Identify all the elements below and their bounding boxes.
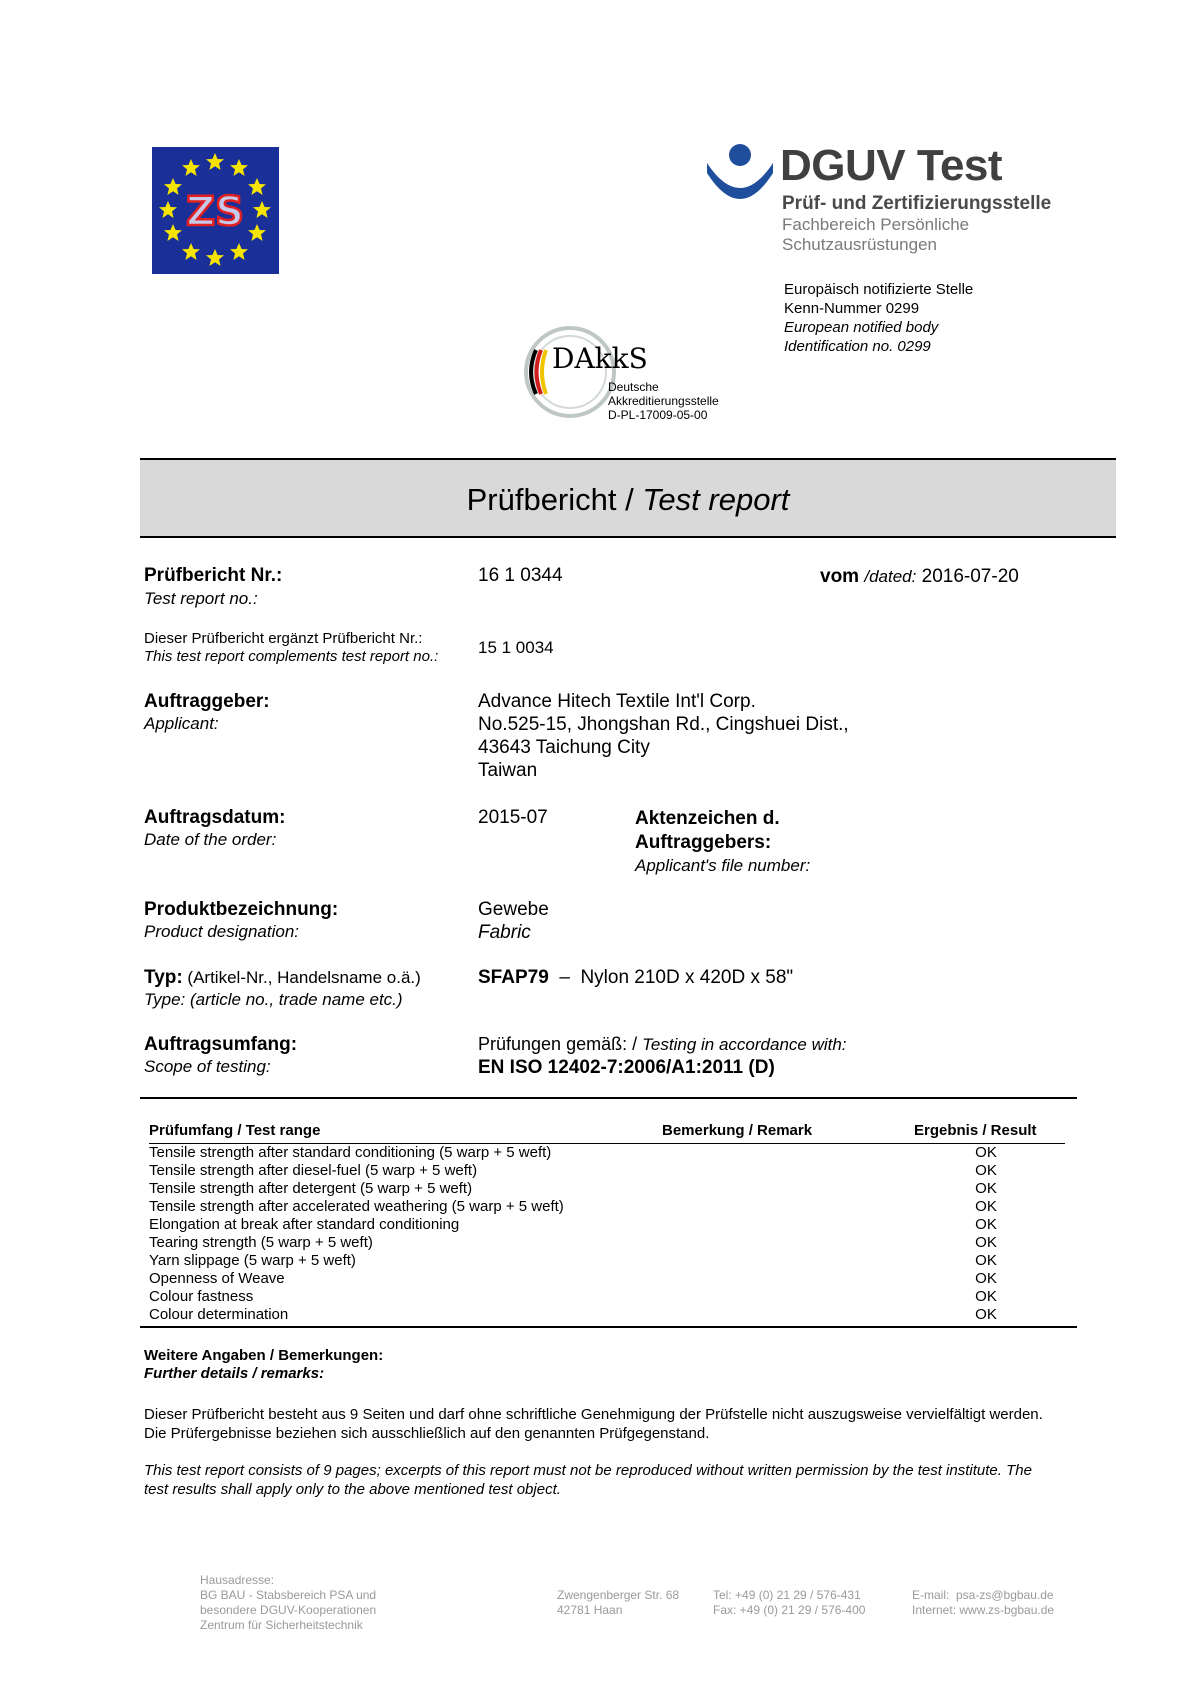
title-band [140, 458, 1116, 538]
zs-eu-stars-icon [152, 147, 279, 274]
table-row [149, 1252, 1065, 1270]
notified-body-en-2: Identification no. 0299 [784, 338, 931, 355]
test-result: OK [975, 1234, 997, 1251]
col-remark: Bemerkung / Remark [662, 1122, 813, 1139]
type-label-en: Type: (article no., trade name etc.) [144, 990, 403, 1009]
footer-city: 42781 Haan [557, 1603, 623, 1617]
test-name: Yarn slippage (5 warp + 5 weft) [149, 1252, 356, 1269]
remarks-de-2: Die Prüfergebnisse beziehen sich ausschließlich auf den genannten Prüfgegenstand. [144, 1425, 710, 1442]
order-date-label-en: Date of the order: [144, 830, 277, 849]
footer-address-1: BG BAU - Stabsbereich PSA und [200, 1588, 377, 1602]
dated-label: vom [820, 566, 860, 587]
test-result: OK [975, 1144, 997, 1161]
test-result: OK [975, 1252, 997, 1269]
complements-number: 15 1 0034 [478, 638, 554, 657]
notified-body-de-2: Kenn-Nummer 0299 [784, 300, 920, 317]
scope-label: Auftragsumfang: [144, 1034, 298, 1055]
zs-logo-text: ZS [186, 189, 244, 235]
dakks-line-2: Akkreditierungsstelle [608, 394, 719, 408]
footer-email: E-mail: psa-zs@bgbau.de [912, 1588, 1054, 1602]
test-result: OK [975, 1306, 997, 1323]
order-date-label: Auftragsdatum: [144, 807, 286, 828]
page-title [140, 482, 1116, 518]
applicant-country: Taiwan [478, 760, 538, 781]
test-name: Elongation at break after standard conditioning [149, 1216, 460, 1233]
file-number-label-en: Applicant's file number: [635, 856, 811, 875]
remarks-label: Weitere Angaben / Bemerkungen: [144, 1347, 384, 1364]
file-number-label-1: Aktenzeichen d. [635, 808, 780, 829]
test-result: OK [975, 1162, 997, 1179]
footer-fax: Fax: +49 (0) 21 29 / 576-400 [713, 1603, 866, 1617]
table-row [149, 1288, 1065, 1306]
col-test-range: Prüfumfang / Test range [149, 1122, 321, 1139]
file-number-label-2: Auftraggebers: [635, 832, 772, 853]
scope-intro-de: Prüfungen gemäß: / [478, 1034, 643, 1054]
applicant-street: No.525-15, Jhongshan Rd., Cingshuei Dist., [478, 714, 849, 735]
test-name: Openness of Weave [149, 1270, 285, 1287]
applicant-city: 43643 Taichung City [478, 737, 650, 758]
type-value [478, 967, 793, 989]
table-row [149, 1144, 1065, 1162]
applicant-label-en: Applicant: [144, 714, 219, 733]
test-result: OK [975, 1198, 997, 1215]
dakks-logo [518, 320, 738, 430]
dakks-line-3: D-PL-17009-05-00 [608, 408, 708, 422]
dakks-brand: DAkkS [552, 342, 648, 375]
test-name: Tearing strength (5 warp + 5 weft) [149, 1234, 373, 1251]
footer-address-3: Zentrum für Sicherheitstechnik [200, 1618, 363, 1632]
remarks-de-1: Dieser Prüfbericht besteht aus 9 Seiten und darf ohne schriftliche Genehmigung der Prüfstelle nicht auszugsweise vervielfältigt werden. [144, 1406, 1043, 1423]
results-table-header [149, 1120, 1065, 1144]
test-result: OK [975, 1216, 997, 1233]
test-result: OK [975, 1270, 997, 1287]
table-row [149, 1180, 1065, 1198]
footer-tel: Tel: +49 (0) 21 29 / 576-431 [713, 1588, 861, 1602]
dakks-line-1: Deutsche [608, 380, 659, 394]
type-label-main: Typ: [144, 967, 183, 988]
report-number: 16 1 0344 [478, 565, 563, 586]
test-name: Tensile strength after diesel-fuel (5 warp + 5 weft) [149, 1162, 478, 1179]
test-name: Tensile strength after accelerated weathering (5 warp + 5 weft) [149, 1198, 564, 1215]
scope-intro [478, 1034, 847, 1055]
order-date: 2015-07 [478, 807, 548, 828]
test-name: Colour determination [149, 1306, 289, 1323]
scope-intro-en: Testing in accordance with: [642, 1035, 847, 1054]
test-name: Colour fastness [149, 1288, 254, 1305]
report-date-line [820, 566, 1019, 588]
report-date: 2016-07-20 [921, 566, 1019, 587]
table-row [149, 1306, 1065, 1324]
notified-body-en-1: European notified body [784, 319, 939, 336]
table-row [149, 1216, 1065, 1234]
report-number-label-en: Test report no.: [144, 589, 258, 608]
product-value-en: Fabric [478, 922, 531, 943]
title-de: Prüfbericht / [466, 482, 643, 517]
type-article: SFAP79 [478, 967, 549, 988]
test-name: Tensile strength after standard conditioning (5 warp + 5 weft) [149, 1144, 552, 1161]
table-row [149, 1162, 1065, 1180]
complements-label-en: This test report complements test report no.: [144, 648, 439, 665]
dguv-line-1: Prüf- und Zertifizierungsstelle [782, 193, 1052, 214]
results-table [140, 1097, 1077, 1328]
product-value-de: Gewebe [478, 899, 549, 920]
type-label [144, 967, 421, 989]
remarks-en-1: This test report consists of 9 pages; excerpts of this report must not be reproduced without written permission by the test institute. The [144, 1462, 1032, 1479]
test-name: Tensile strength after detergent (5 warp + 5 weft) [149, 1180, 473, 1197]
title-en: Test report [642, 482, 790, 517]
report-number-label: Prüfbericht Nr.: [144, 565, 283, 586]
footer-street: Zwengenberger Str. 68 [557, 1588, 680, 1602]
footer-address-label: Hausadresse: [200, 1573, 275, 1587]
product-label-en: Product designation: [144, 922, 299, 941]
table-row [149, 1234, 1065, 1252]
footer-phone-block [713, 1588, 865, 1618]
col-result: Ergebnis / Result [914, 1122, 1037, 1139]
dguv-brand: DGUV Test [780, 141, 1003, 190]
dguv-logo [705, 141, 1125, 254]
remarks-label-en: Further details / remarks: [144, 1365, 325, 1382]
scope-standard: EN ISO 12402-7:2006/A1:2011 (D) [478, 1057, 775, 1078]
test-result: OK [975, 1180, 997, 1197]
zs-logo [152, 147, 279, 274]
scope-label-en: Scope of testing: [144, 1057, 271, 1076]
dguv-line-2: Fachbereich Persönliche Schutzausrüstungen [782, 215, 970, 254]
applicant-name: Advance Hitech Textile Int'l Corp. [478, 691, 756, 712]
footer-internet: Internet: www.zs-bgbau.de [912, 1603, 1055, 1617]
footer-street-block [557, 1588, 679, 1618]
footer-contact-block [912, 1588, 1054, 1618]
product-label: Produktbezeichnung: [144, 899, 339, 920]
footer-address [200, 1573, 376, 1633]
type-label-detail: (Artikel-Nr., Handelsname o.ä.) [182, 968, 421, 987]
table-row [149, 1270, 1065, 1288]
footer-address-2: besondere DGUV-Kooperationen [200, 1603, 377, 1617]
type-description: – Nylon 210D x 420D x 58" [548, 967, 794, 988]
complements-label: Dieser Prüfbericht ergänzt Prüfbericht Nr.: [144, 630, 423, 647]
table-row [149, 1198, 1065, 1216]
notified-body-de-1: Europäisch notifizierte Stelle [784, 281, 974, 298]
applicant-label: Auftraggeber: [144, 691, 270, 712]
dated-label-en: /dated: [864, 567, 917, 586]
remarks-en-2: test results shall apply only to the above mentioned test object. [144, 1481, 561, 1498]
test-result: OK [975, 1288, 997, 1305]
